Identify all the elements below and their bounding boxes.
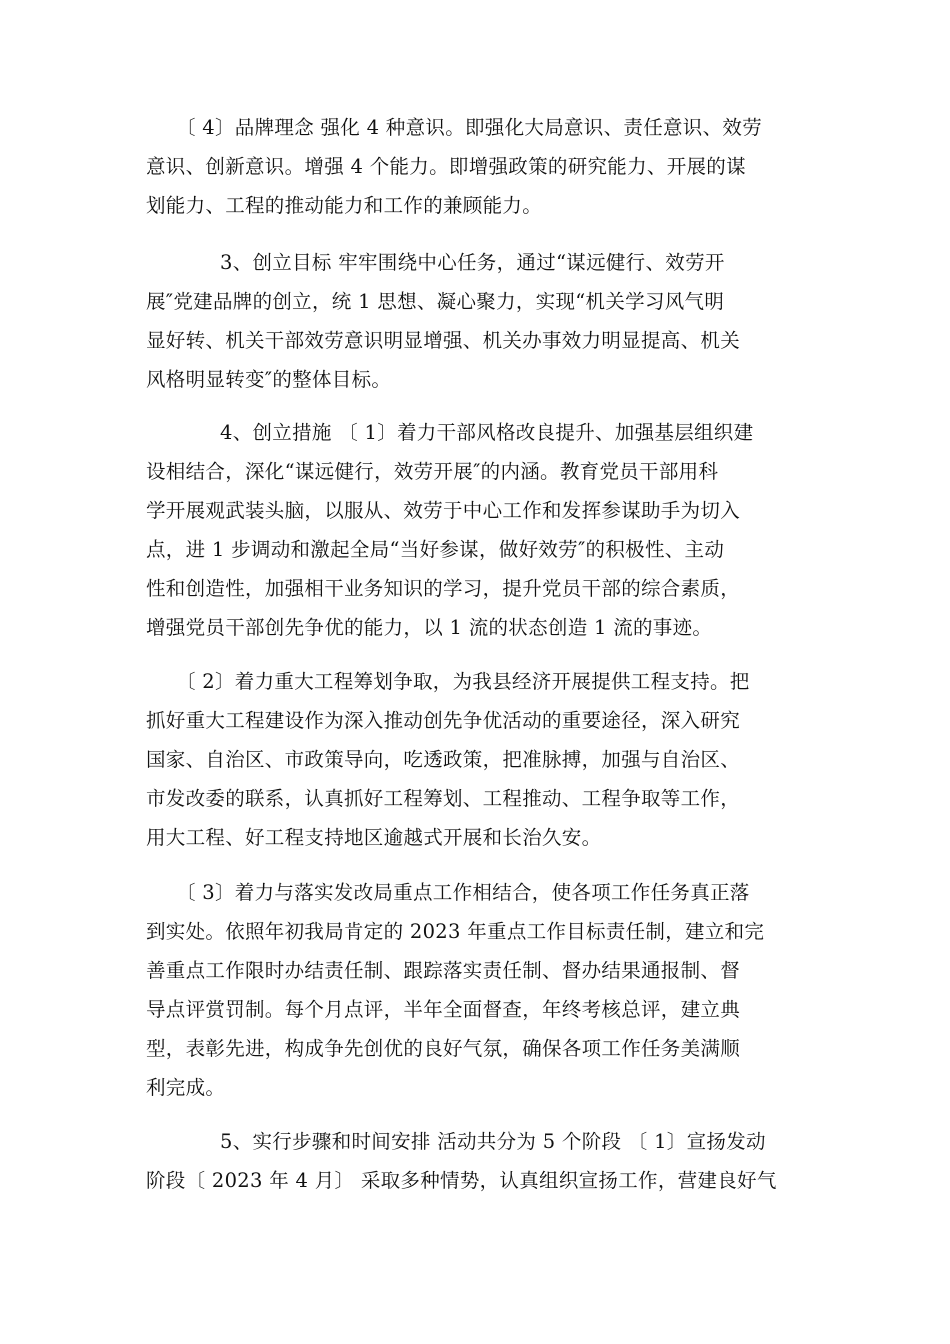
text-line: 国家、自治区、市政策导向，吃透政策，把准脉搏，加强与自治区、 [146,748,741,771]
text-line: 用大工程、好工程支持地区逾越式开展和长治久安。 [146,826,602,849]
text-line: 展″党建品牌的创立，统 1 思想、凝心聚力，实现“机关学习风气明 [146,290,725,313]
text-line: 点，进 1 步调动和激起全局“当好参谋，做好效劳″的积极性、主动 [146,538,725,561]
paragraph-key-work [146,873,806,1107]
text-line: 风格明显转变″的整体目标。 [146,368,392,391]
text-line: 学开展观武装头脑，以服从、效劳于中心工作和发挥参谋助手为切入 [146,499,741,522]
paragraph-steps-schedule [146,1122,806,1200]
paragraph-goal [146,243,806,399]
text-line: 导点评赏罚制。每个月点评，半年全面督查，年终考核总评，建立典 [146,998,741,1021]
text-line: 到实处。依照年初我局肯定的 2023 年重点工作目标责任制，建立和完 [146,920,765,943]
text-line: 〔 4〕品牌理念 强化 4 种意识。即强化大局意识、责任意识、效劳 [176,116,763,139]
text-line: 抓好重大工程建设作为深入推动创先争优活动的重要途径，深入研究 [146,709,741,732]
paragraph-major-projects [146,662,806,857]
text-line: 增强党员干部创先争优的能力，以 1 流的状态创造 1 流的事迹。 [146,616,713,639]
text-line: 利完成。 [146,1076,226,1099]
text-line: 4、创立措施 〔 1〕着力干部风格改良提升、加强基层组织建 [220,421,754,444]
text-line: 型，表彰先进，构成争先创优的良好气氛，确保各项工作任务美满顺 [146,1037,741,1060]
text-line: 阶段〔 2023 年 4 月〕 采取多种情势，认真组织宣扬工作，营建良好气 [146,1169,777,1192]
text-line: 设相结合，深化“谋远健行，效劳开展″的内涵。教育党员干部用科 [146,460,719,483]
text-line: 显好转、机关干部效劳意识明显增强、机关办事效力明显提高、机关 [146,329,741,352]
paragraph-measures [146,413,806,647]
text-line: 市发改委的联系，认真抓好工程筹划、工程推动、工程争取等工作， [146,787,741,810]
text-line: 5、实行步骤和时间安排 活动共分为 5 个阶段 〔 1〕宣扬发动 [220,1130,766,1153]
text-line: 3、创立目标 牢牢围绕中心任务，通过“谋远健行、效劳开 [220,251,725,274]
text-line: 意识、创新意识。增强 4 个能力。即增强政策的研究能力、开展的谋 [146,155,746,178]
text-line: 〔 2〕着力重大工程筹划争取，为我县经济开展提供工程支持。把 [176,670,750,693]
text-line: 善重点工作限时办结责任制、跟踪落实责任制、督办结果通报制、督 [146,959,741,982]
paragraph-brand-concept [146,108,806,225]
text-line: 划能力、工程的推动能力和工作的兼顾能力。 [146,194,543,217]
text-line: 性和创造性，加强相干业务知识的学习，提升党员干部的综合素质， [146,577,741,600]
text-line: 〔 3〕着力与落实发改局重点工作相结合，使各项工作任务真正落 [176,881,750,904]
